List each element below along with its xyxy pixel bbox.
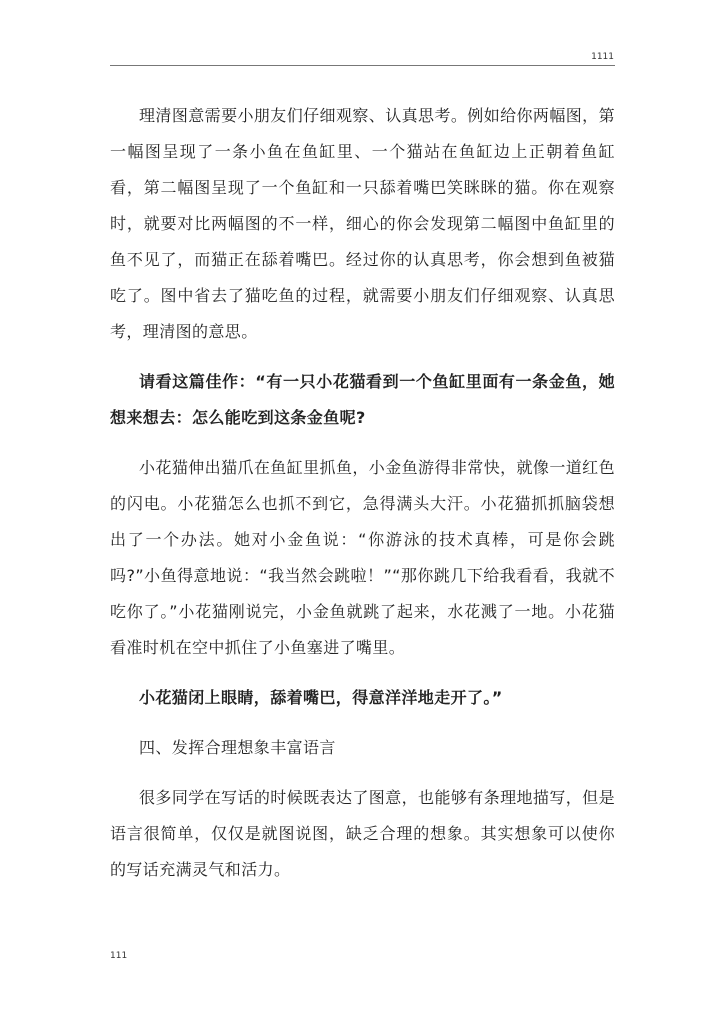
paragraph-observe-think: 理清图意需要小朋友们仔细观察、认真思考。例如给你两幅图，第一幅图呈现了一条小鱼在鱼缸里、一个猫站在鱼缸边上正朝着鱼缸看，第二幅图呈现了一个鱼缸和一只舔着嘴巴笑眯眯的猫。你在观察时，就要对比两幅图的不一样，细心的你会发现第二幅图中鱼缸里的鱼不见了，而猫正在舔着嘴巴。经过你的认真思考，你会想到鱼被猫吃了。图中省去了猫吃鱼的过程，就需要小朋友们仔细观察、认真思考，理清图的意思。 (110, 106, 615, 341)
paragraph-story-ending: 小花猫闭上眼睛，舔着嘴巴，得意洋洋地走开了。” (139, 688, 503, 707)
paragraph-gap (110, 350, 615, 364)
paragraph-gap (110, 666, 615, 680)
header-page-number: 1111 (591, 52, 614, 62)
paragraph-example-intro: 请看这篇佳作：“有一只小花猫看到一个鱼缸里面有一条金鱼，她想来想去：怎么能吃到这条金鱼呢? (110, 372, 615, 427)
paragraph-cat-story: 小花猫伸出猫爪在鱼缸里抓鱼，小金鱼游得非常快，就像一道红色的闪电。小花猫怎么也抓不到它，急得满头大汗。小花猫抓抓脑袋想出了一个办法。她对小金鱼说：“你游泳的技术真棒，可是你会跳吗?”小鱼得意地说：“我当然会跳啦！”“那你跳几下给我看看，我就不吃你了。”小花猫刚说完，小金鱼就跳了起来，水花溅了一地。小花猫看准时机在空中抓住了小鱼塞进了嘴里。 (110, 458, 615, 657)
footer-page-number: 111 (110, 951, 128, 961)
document-body (110, 98, 615, 888)
paragraph-gap (110, 436, 615, 450)
section-heading-imagination: 四、发挥合理想象丰富语言 (139, 738, 336, 757)
paragraph-gap (110, 716, 615, 730)
header-divider (110, 65, 615, 66)
paragraph-gap (110, 766, 615, 780)
paragraph-imagination: 很多同学在写话的时候既表达了图意，也能够有条理地描写，但是语言很简单，仅仅是就图说图，缺乏合理的想象。其实想象可以使你的写话充满灵气和活力。 (110, 788, 615, 879)
